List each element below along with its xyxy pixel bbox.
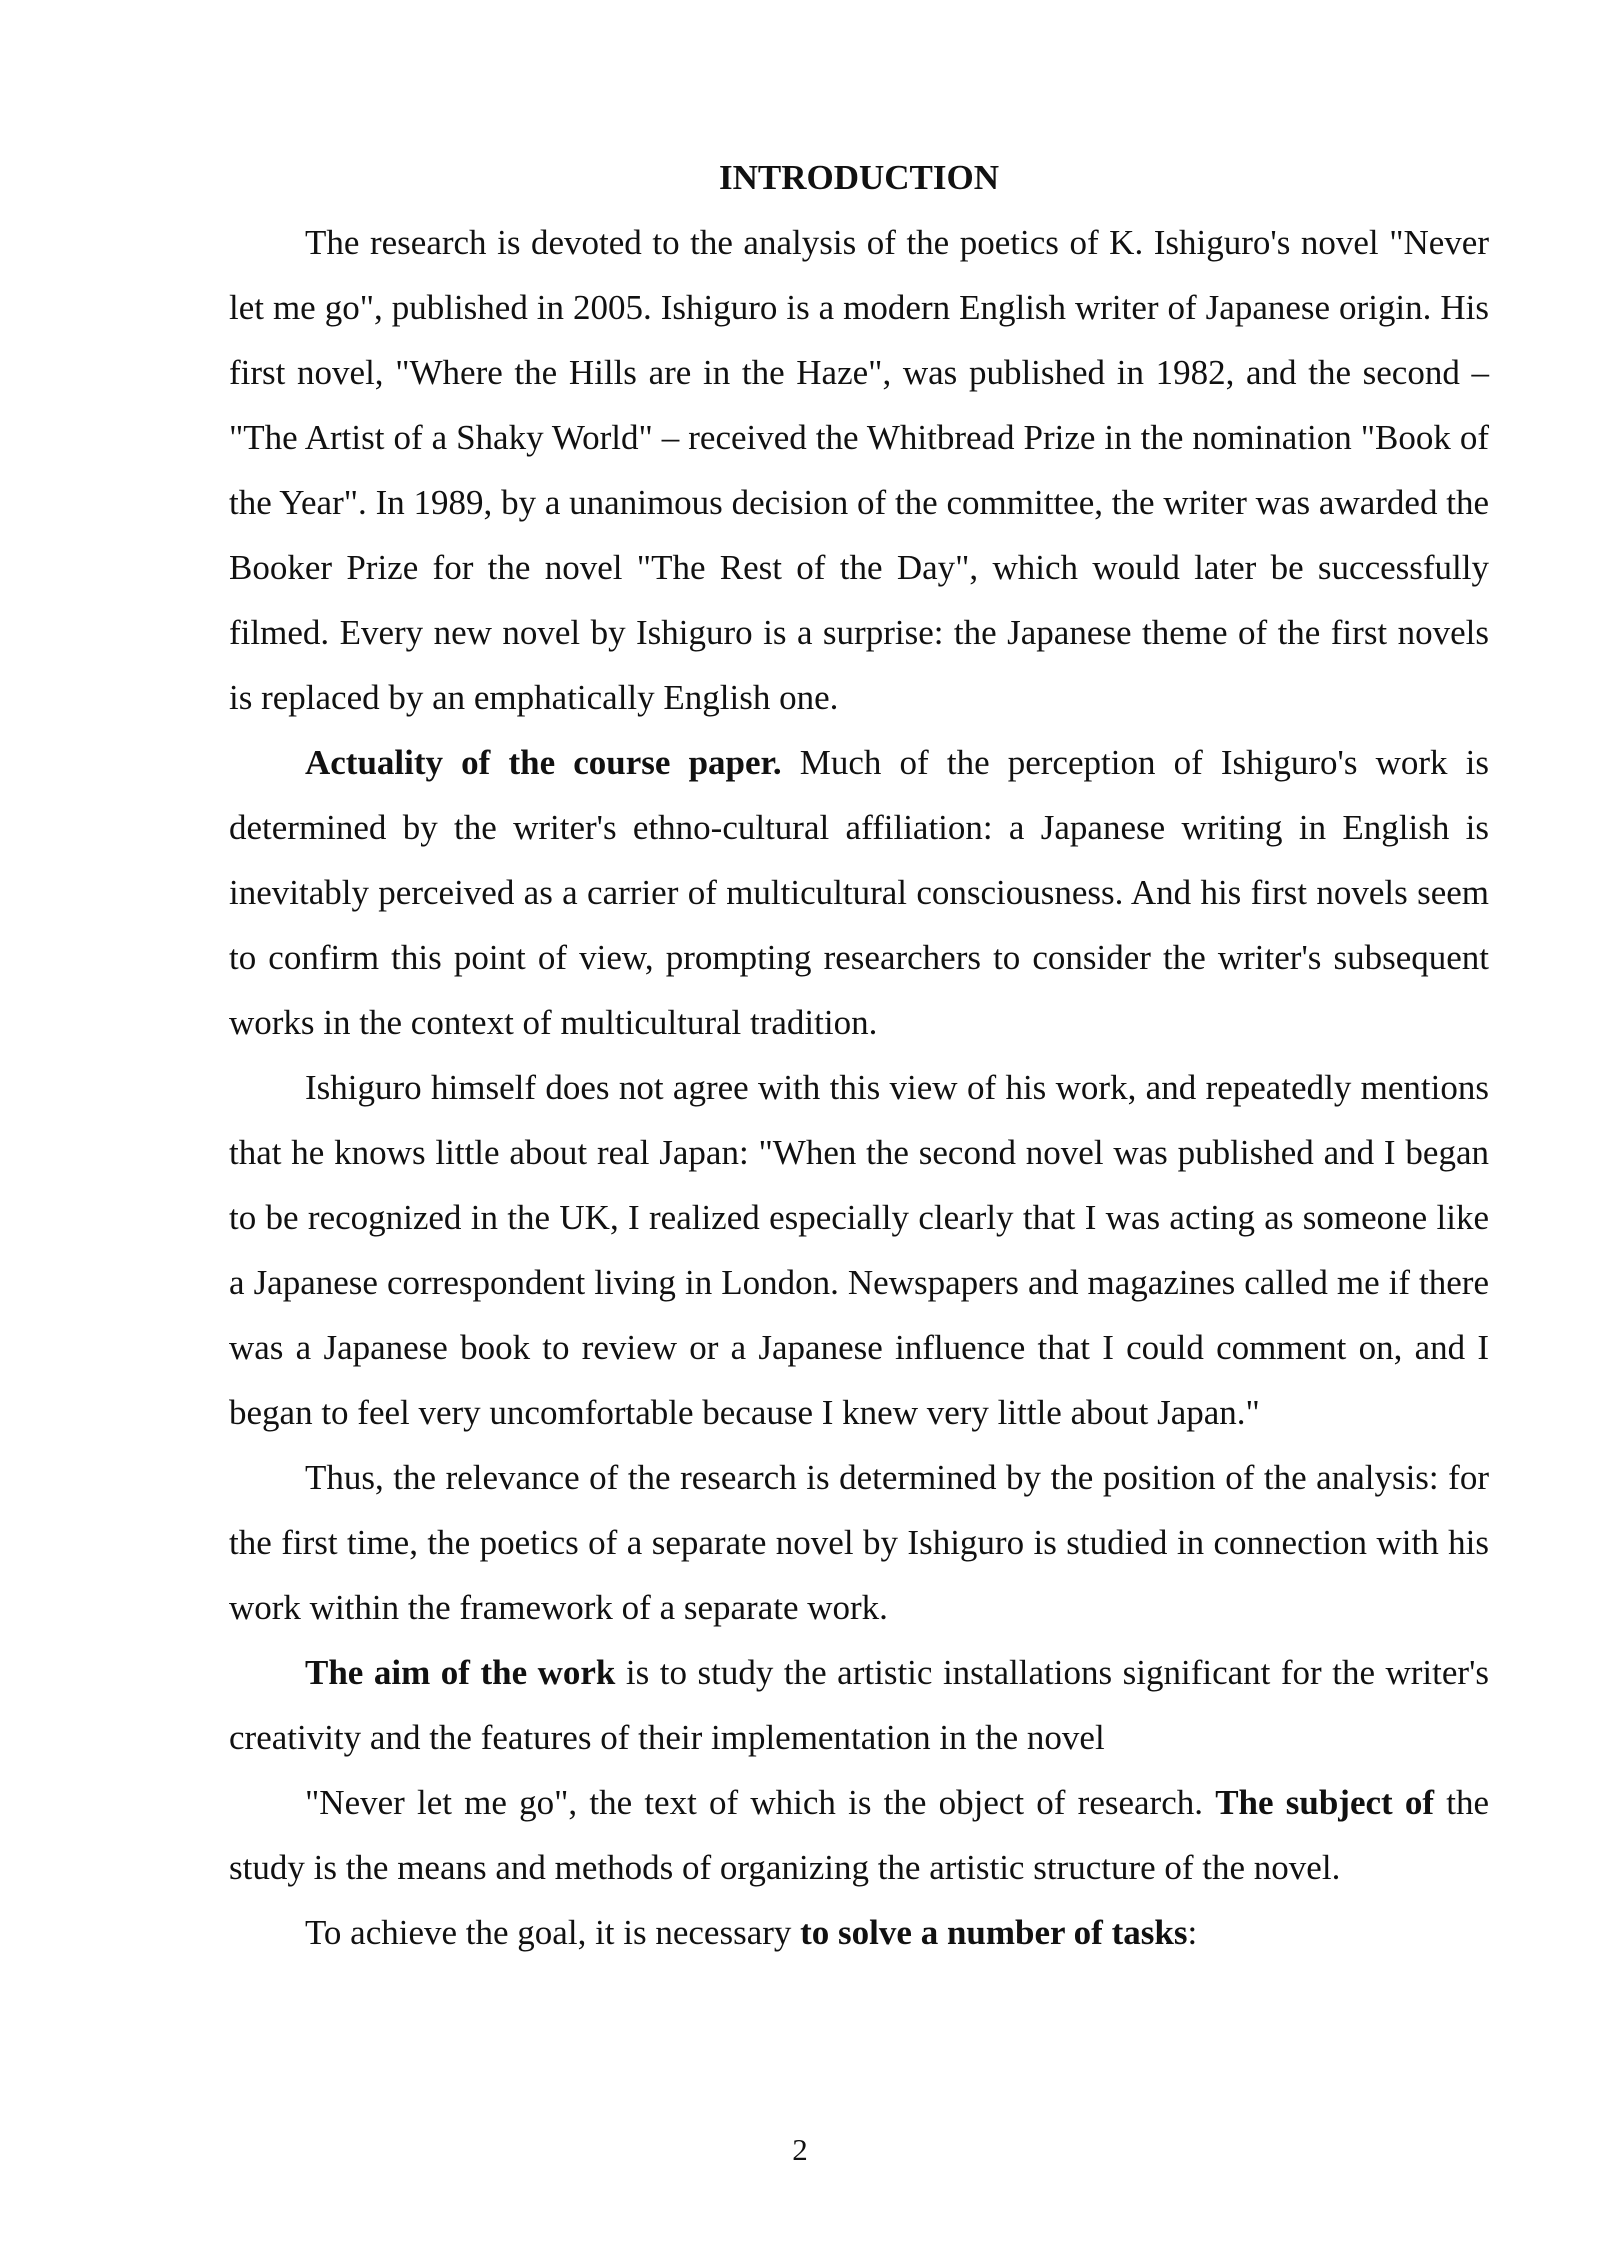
paragraph-text: To achieve the goal, it is necessary (305, 1913, 801, 1952)
bold-tasks: to solve a number of tasks (800, 1913, 1188, 1952)
page-number: 2 (792, 2132, 808, 2167)
paragraph-text: The research is devoted to the analysis of the poetics of K. Ishiguro's novel "Never let me go", published in 2005. Ishiguro is a modern English writer of Japanese origin. His first novel, "Where the Hills are in the Haze", was published in 1982, and the second – "The Artist of a Shaky World" – received the Whitbread Prize in the nomination "Book of the Year". In 1989, by a unanimous decision of the committee, the writer was awarded the Booker Prize for the novel "The Rest of the Day", which would later be successfully filmed. Every new novel by Ishiguro is a surprise: the Japanese theme of the first novels is replaced by an emphatically English one. (229, 223, 1489, 717)
bold-lead-aim: The aim of the work (305, 1653, 616, 1692)
paragraph-text: Ishiguro himself does not agree with this view of his work, and repeatedly mentions that he knows little about real Japan: "When the second novel was published and I began to be recognized in the UK, I realized especially clearly that I was acting as someone like a Japanese correspondent living in London. Newspapers and magazines called me if there was a Japanese book to review or a Japanese influence that I could comment on, and I began to feel very uncomfortable because I knew very little about Japan." (229, 1068, 1489, 1432)
document-body (229, 145, 1489, 1965)
paragraph-subject (229, 1770, 1489, 1900)
paragraph-text: "Never let me go", the text of which is the object of research. (305, 1783, 1216, 1822)
paragraph-text: is to study the artistic installations significant for the writer's creativity and the features of their implementation in the novel (229, 1653, 1489, 1757)
paragraph-text-after: : (1187, 1913, 1198, 1952)
paragraph-quote (229, 1055, 1489, 1445)
bold-lead-actuality: Actuality of the course paper. (305, 743, 782, 782)
paragraph-relevance (229, 1445, 1489, 1640)
paragraph-actuality (229, 730, 1489, 1055)
paragraph-intro (229, 210, 1489, 730)
paragraph-tasks (229, 1900, 1489, 1965)
bold-subject: The subject of (1215, 1783, 1435, 1822)
paragraph-text-after: the study is the means and methods of organizing the artistic structure of the novel. (229, 1783, 1489, 1887)
paragraph-aim (229, 1640, 1489, 1770)
paragraph-text: Much of the perception of Ishiguro's work is determined by the writer's ethno-cultural affiliation: a Japanese writing in English is inevitably perceived as a carrier of multicultural consciousness. And his first novels seem to confirm this point of view, prompting researchers to consider the writer's subsequent works in the context of multicultural tradition. (229, 743, 1489, 1042)
page-heading: INTRODUCTION (718, 158, 1000, 197)
paragraph-text: Thus, the relevance of the research is determined by the position of the analysis: for the first time, the poetics of a separate novel by Ishiguro is studied in connection with his work within the framework of a separate work. (229, 1458, 1489, 1627)
